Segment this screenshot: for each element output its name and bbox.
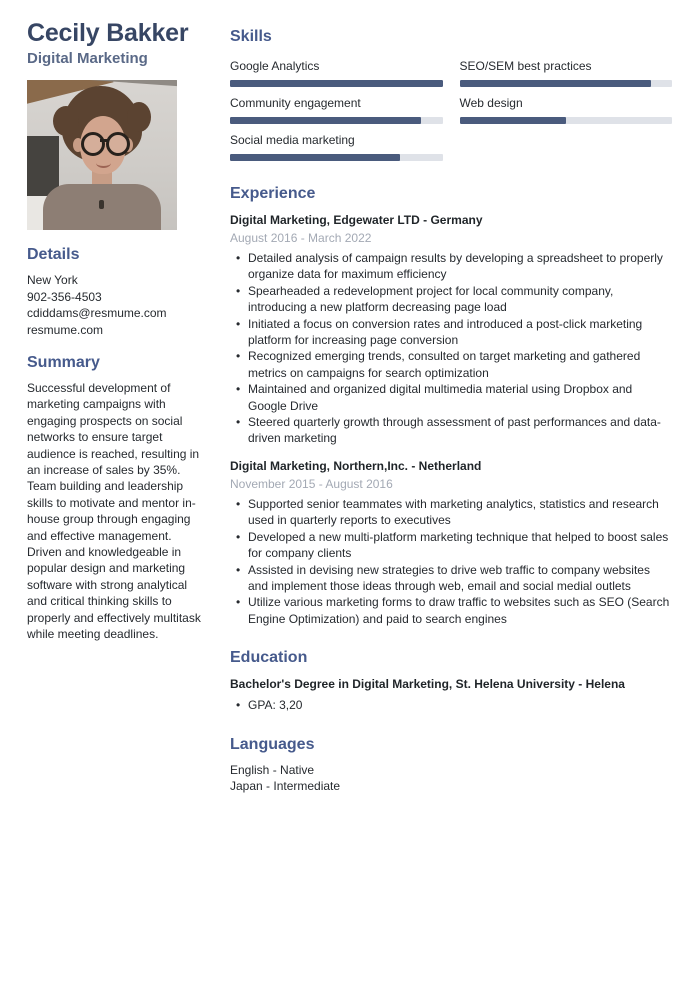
job-dates: November 2015 - August 2016 (230, 476, 393, 491)
photo-glasses-bridge (100, 139, 107, 142)
job-bullet: • Initiated a focus on conversion rates and introduced a post-click marketing platform for increasing page conversion (230, 316, 672, 349)
job-title: Digital Marketing, Northern,Inc. - Netherland (230, 458, 482, 473)
job-bullet: • Recognized emerging trends, consulted on target marketing and gathered metrics on campaigns for search optimization (230, 348, 672, 381)
skill-progress-fill (230, 117, 421, 124)
education-bullet-list (230, 697, 672, 713)
skill-label: Social media marketing (230, 133, 355, 147)
sidebar (27, 18, 205, 795)
job-bullet-list (230, 250, 672, 447)
experience-heading: Experience (230, 185, 316, 202)
job-bullet: • Maintained and organized digital multimedia material using Dropbox and Google Drive (230, 381, 672, 414)
skill-progress-bar (230, 117, 443, 124)
detail-email: cdiddams@resmume.com (27, 306, 167, 320)
job-title: Digital Marketing, Edgewater LTD - Germany (230, 213, 483, 227)
job-bullet: • Spearheaded a redevelopment project for local community company, introducing a new platform decreasing page load (230, 283, 672, 316)
detail-phone: 902-356-4503 (27, 289, 102, 304)
skill-progress-fill (230, 154, 400, 161)
summary-heading: Summary (27, 354, 100, 371)
skill-progress-fill (230, 80, 443, 87)
person-job-title: Digital Marketing (27, 50, 148, 67)
details-list (27, 272, 205, 338)
photo-glasses-left-lens (81, 132, 105, 156)
summary-text: Successful development of marketing campaigns with engaging prospects on social networks to ensure target audience is reached, resulting in an increase of sales by 35%. Team building and leadership skills to motivate and mentor in-house group through engaging and effective management. Driven and knowledgeable in popular design and marketing software with strong analytical and critical thinking skills to properly and effectively multitask while meeting deadlines. (27, 381, 201, 642)
job-bullet: • Supported senior teammates with marketing analytics, statistics and research used in quarterly reports to executives (230, 496, 672, 529)
job-bullet: • Steered quarterly growth through assessment of past performances and data-driven marketing (230, 414, 672, 447)
job-bullet: • Utilize various marketing forms to draw traffic to websites such as SEO (Search Engine Optimization) and paid to search engines (230, 594, 672, 627)
job-bullet: • Developed a new multi-platform marketing technique that helped to boost sales for company clients (230, 529, 672, 562)
photo-hair-curl (127, 102, 151, 132)
profile-photo (27, 80, 177, 230)
skill-label: SEO/SEM best practices (459, 59, 592, 73)
skill-item (460, 95, 673, 124)
skill-progress-bar (230, 154, 443, 161)
skill-progress-bar (460, 80, 673, 87)
language-item: Japan - Intermediate (230, 779, 341, 794)
skill-progress-fill (460, 117, 566, 124)
experience-entry (230, 212, 672, 447)
education-heading: Education (230, 649, 308, 667)
skills-heading: Skills (230, 28, 272, 45)
skill-item (460, 58, 673, 87)
person-name: Cecily Bakker (27, 19, 189, 47)
skill-item (230, 132, 443, 161)
experience-entry (230, 458, 672, 627)
skill-progress-fill (460, 80, 651, 87)
photo-smile (96, 158, 111, 168)
skill-label: Google Analytics (230, 59, 320, 73)
language-item: English - Native (230, 762, 315, 777)
skill-item (230, 58, 443, 87)
skill-progress-bar (230, 80, 443, 87)
education-degree: Bachelor's Degree in Digital Marketing, St. Helena University - Helena (230, 677, 625, 692)
detail-location: New York (27, 273, 78, 287)
photo-zipper-pull (99, 200, 104, 209)
skill-label: Community engagement (230, 96, 361, 110)
languages-heading: Languages (230, 735, 315, 753)
skill-item (230, 95, 443, 124)
languages-list (230, 762, 672, 795)
job-bullet: • Assisted in devising new strategies to drive web traffic to company websites and implement those ideas through web, email and social medial outlets (230, 562, 672, 595)
main-column (230, 18, 672, 795)
job-bullet: • Detailed analysis of campaign results by developing a spreadsheet to properly organize data for maximum efficiency (230, 250, 672, 283)
job-dates: August 2016 - March 2022 (230, 231, 372, 245)
photo-glasses-right-lens (106, 132, 130, 156)
photo-hair-curl (53, 106, 79, 136)
details-heading: Details (27, 246, 80, 263)
skill-label: Web design (459, 96, 523, 110)
skill-progress-bar (460, 117, 673, 124)
skills-grid (230, 50, 672, 161)
education-bullet: • GPA: 3,20 (230, 697, 672, 713)
detail-website: resmume.com (27, 322, 104, 337)
job-bullet-list (230, 496, 672, 627)
